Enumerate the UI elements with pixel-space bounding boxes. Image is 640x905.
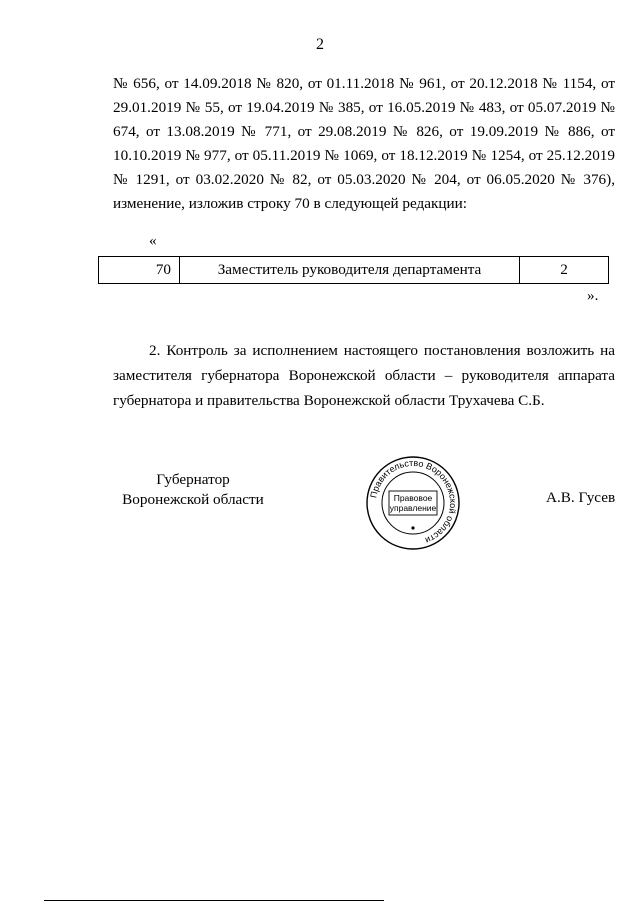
stamp-outer-text: Правительство Воронежской области [368,457,459,546]
page-number: 2 [316,36,324,53]
footer-divider [44,900,384,901]
approval-stamp [365,455,461,551]
signatory-title-line-1: Губернатор [156,471,230,488]
table-row [99,257,609,284]
amendment-table [98,256,609,284]
paragraph-control: 2. Контроль за исполнением настоящего постановления возложить на заместителя губернатора Воронежской области – руководителя аппарата губернатора и правительства Воронежской области Трухачева С.Б. [113,342,615,409]
signatory-name: А.В. Гусев [546,489,616,506]
stamp-inner-line-1: Правовое [393,493,433,503]
closing-quote: ». [587,287,599,304]
count-cell: 2 [520,257,609,284]
paragraph-amendment: № 656, от 14.09.2018 № 820, от 01.11.2018 № 961, от 20.12.2018 № 1154, от 29.01.2019 № 55, от 19.04.2019 № 385, от 16.05.2019 № 483, от 05.07.2019 № 674, от 13.08.2019 № 771, от 29.08.2019 № 826, от 19.09.2019 № 886, от 10.10.2019 № 977, от 05.11.2019 № 1069, от 18.12.2019 № 1254, от 25.12.2019 № 1291, от 03.02.2020 № 82, от 05.03.2020 № 204, от 06.05.2020 № 376), изменение, изложив строку 70 в следующей редакции: [113,75,615,212]
stamp-inner-line-2: управление [389,503,437,513]
signatory-title [118,470,268,510]
signatory-title-line-2: Воронежской области [122,491,264,508]
row-number-cell: 70 [99,257,180,284]
opening-quote: « [149,232,157,249]
position-cell: Заместитель руководителя департамента [180,257,520,284]
